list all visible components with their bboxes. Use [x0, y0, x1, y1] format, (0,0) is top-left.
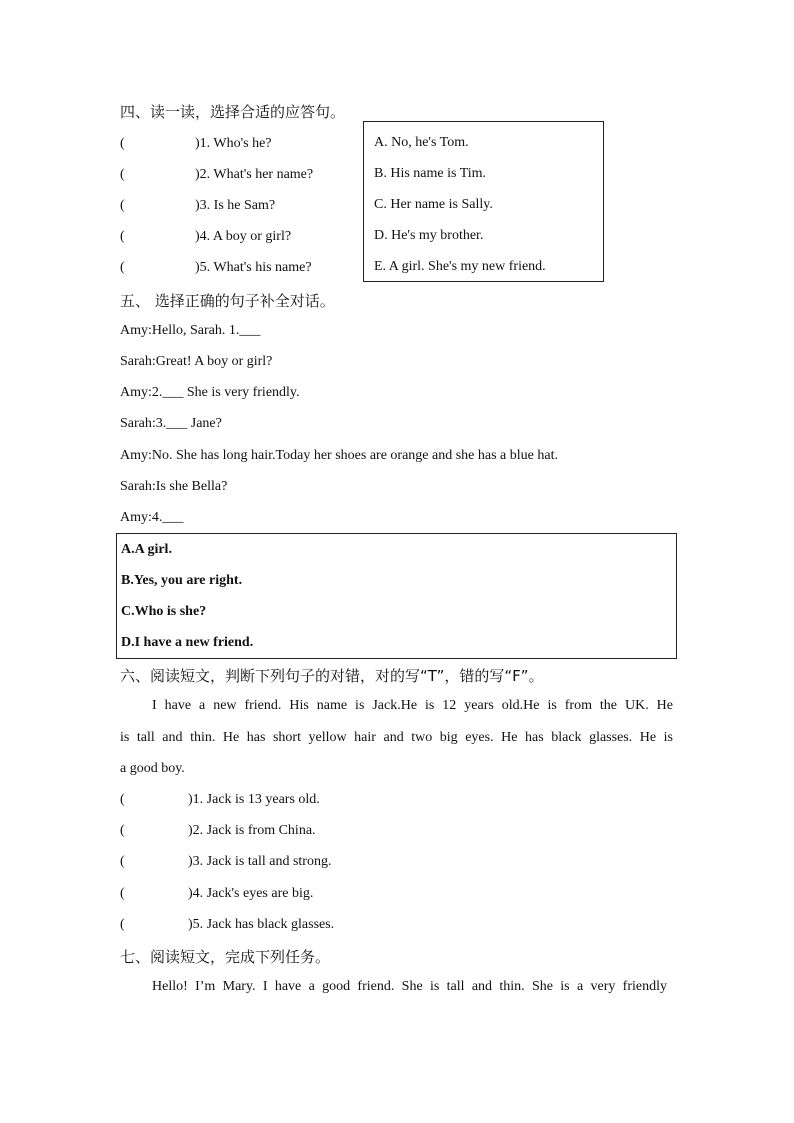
- option-d: D.I have a new friend.: [121, 635, 254, 650]
- section5-heading: 五、 选择正确的句子补全对话。: [120, 292, 335, 310]
- dialogue-line: Amy:No. She has long hair.Today her shoes are orange and she has a blue hat.: [120, 448, 558, 463]
- question-text: )1. Jack is 13 years old.: [188, 792, 320, 807]
- dialogue-line: Amy:4.___: [120, 510, 184, 525]
- section4-heading: 四、读一读，选择合适的应答句。: [120, 103, 346, 121]
- answer-blank[interactable]: (: [120, 823, 125, 838]
- section4-options-box: [363, 121, 604, 282]
- answer-blank[interactable]: (: [120, 198, 125, 213]
- question-text: )2. Jack is from China.: [188, 823, 316, 838]
- passage-line: I have a new friend. His name is Jack.He is 12 years old.He is from the UK. He: [152, 698, 673, 713]
- answer-blank[interactable]: (: [120, 917, 125, 932]
- answer-blank[interactable]: (: [120, 886, 125, 901]
- question-text: )1. Who's he?: [195, 136, 272, 151]
- question-text: )2. What's her name?: [195, 167, 314, 182]
- answer-blank[interactable]: (: [120, 136, 125, 151]
- question-text: )5. Jack has black glasses.: [188, 917, 335, 932]
- answer-blank[interactable]: (: [120, 260, 125, 275]
- option-c: C. Her name is Sally.: [374, 197, 493, 212]
- question-text: )3. Is he Sam?: [195, 198, 276, 213]
- passage-line: is tall and thin. He has short yellow hair and two big eyes. He has black glasses. He is: [120, 730, 673, 745]
- dialogue-line: Sarah:3.___ Jane?: [120, 416, 222, 431]
- section6-heading: 六、阅读短文，判断下列句子的对错，对的写“T”，错的写“F”。: [120, 667, 544, 685]
- question-text: )3. Jack is tall and strong.: [188, 854, 332, 869]
- passage-line: Hello! I’m Mary. I have a good friend. She is tall and thin. She is a very friendly: [152, 979, 667, 994]
- passage-line: a good boy.: [120, 761, 185, 776]
- answer-blank[interactable]: (: [120, 167, 125, 182]
- section5-options-box: [116, 533, 677, 659]
- question-text: )4. Jack's eyes are big.: [188, 886, 314, 901]
- dialogue-line: Sarah:Is she Bella?: [120, 479, 228, 494]
- option-a: A. No, he's Tom.: [374, 135, 469, 150]
- option-b: B.Yes, you are right.: [121, 573, 243, 588]
- option-c: C.Who is she?: [121, 604, 207, 619]
- dialogue-line: Amy:Hello, Sarah. 1.___: [120, 323, 261, 338]
- answer-blank[interactable]: (: [120, 792, 125, 807]
- option-d: D. He's my brother.: [374, 228, 484, 243]
- option-a: A.A girl.: [121, 542, 172, 557]
- section7-heading: 七、阅读短文，完成下列任务。: [120, 948, 331, 966]
- dialogue-line: Sarah:Great! A boy or girl?: [120, 354, 273, 369]
- option-b: B. His name is Tim.: [374, 166, 487, 181]
- answer-blank[interactable]: (: [120, 229, 125, 244]
- question-text: )5. What's his name?: [195, 260, 312, 275]
- question-text: )4. A boy or girl?: [195, 229, 292, 244]
- dialogue-line: Amy:2.___ She is very friendly.: [120, 385, 300, 400]
- answer-blank[interactable]: (: [120, 854, 125, 869]
- option-e: E. A girl. She's my new friend.: [374, 259, 546, 274]
